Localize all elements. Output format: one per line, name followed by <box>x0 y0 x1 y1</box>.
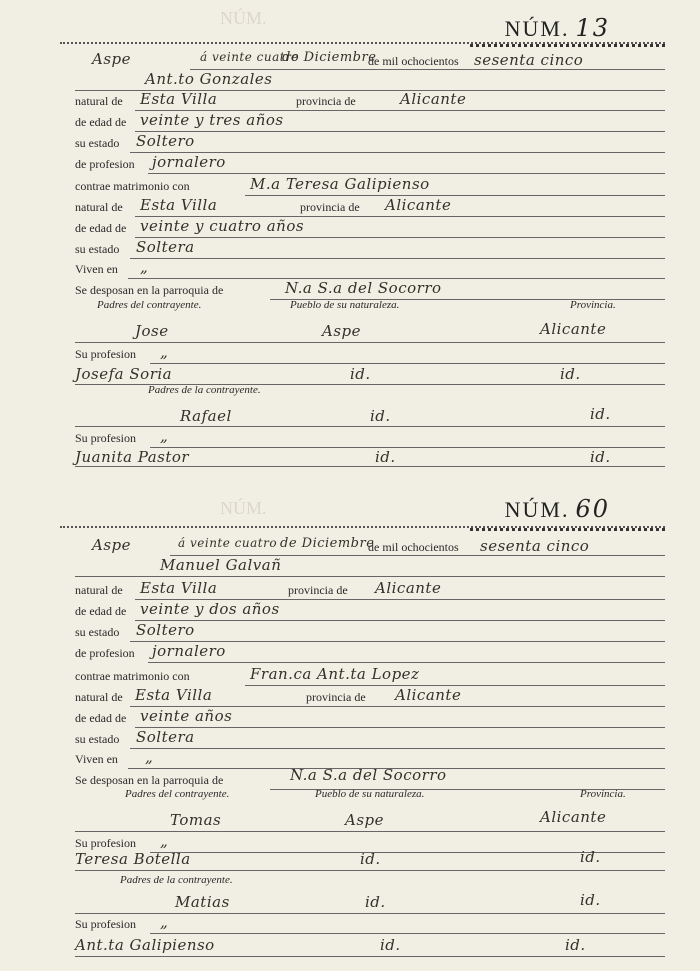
rule <box>135 620 665 621</box>
separator-rule-dark <box>470 44 665 47</box>
father-pueblo: Aspe <box>345 811 385 829</box>
label-estado: su estado <box>75 242 120 256</box>
separator-rule-dark <box>470 528 665 531</box>
day: á veinte cuatro <box>200 50 300 64</box>
bleed-through-num-top: NÚM. <box>220 8 267 28</box>
year: sesenta cinco <box>474 51 584 69</box>
mother-pueblo: id. <box>360 850 381 868</box>
bride-mother-provincia: id. <box>565 936 586 954</box>
groom-provincia: Alicante <box>375 579 442 597</box>
groom-estado: Soltero <box>136 621 195 639</box>
rule <box>135 237 665 238</box>
rule <box>75 576 665 577</box>
bride-provincia: Alicante <box>385 196 452 214</box>
bride-father-provincia: id. <box>580 891 601 909</box>
groom-name: Manuel Galvañ <box>160 556 282 574</box>
label-estado: su estado <box>75 732 120 746</box>
groom-profesion: jornalero <box>152 642 226 660</box>
month: de Diciembre <box>282 50 377 65</box>
rule <box>135 727 665 728</box>
label-provincia-de: provincia de <box>296 94 356 108</box>
bride-father-name: Matias <box>175 893 230 911</box>
bride-edad: veinte años <box>140 707 233 725</box>
label-provincia-de: provincia de <box>300 200 360 214</box>
bride-father-profesion: „ <box>160 913 169 931</box>
groom-edad: veinte y tres años <box>140 111 284 129</box>
mother-provincia: id. <box>580 848 601 866</box>
bride-father-provincia: id. <box>590 405 611 423</box>
groom-natural: Esta Villa <box>140 579 218 597</box>
record-number <box>505 14 610 42</box>
label-contrae: contrae matrimonio con <box>75 669 190 683</box>
groom-profesion: jornalero <box>152 153 226 171</box>
label-su-profesion: Su profesion <box>75 431 136 445</box>
mother-pueblo: id. <box>350 365 371 383</box>
label-mil: de mil ochocientos <box>368 540 459 554</box>
label-natural-de: natural de <box>75 690 123 704</box>
label-viven: Viven en <box>75 752 118 766</box>
label-edad: de edad de <box>75 711 127 725</box>
year: sesenta cinco <box>480 537 590 555</box>
label-su-profesion: Su profesion <box>75 347 136 361</box>
place: Aspe <box>92 50 132 68</box>
bride-mother-pueblo: id. <box>380 936 401 954</box>
bride-name: Fran.ca Ant.ta Lopez <box>250 665 420 683</box>
groom-name: Ant.to Gonzales <box>145 70 273 88</box>
bleed-through-num-bottom: NÚM. <box>220 498 267 518</box>
record-number-label: NÚM. <box>504 497 570 522</box>
parroquia: N.a S.a del Socorro <box>290 766 447 784</box>
label-edad: de edad de <box>75 221 127 235</box>
place: Aspe <box>92 536 132 554</box>
bride-father-name: Rafael <box>180 407 232 425</box>
label-estado: su estado <box>75 136 120 150</box>
rule <box>75 956 665 957</box>
rule <box>148 173 665 174</box>
label-viven: Viven en <box>75 262 118 276</box>
label-su-profesion: Su profesion <box>75 836 136 850</box>
bride-edad: veinte y cuatro años <box>140 217 305 235</box>
bride-name: M.a Teresa Galipienso <box>250 175 430 193</box>
header-provincia: Provincia. <box>580 788 626 800</box>
header-padres-contrayente-f: Padres de la contrayente. <box>148 384 261 396</box>
father-profesion: „ <box>160 832 169 850</box>
bride-father-pueblo: id. <box>365 893 386 911</box>
label-su-profesion: Su profesion <box>75 917 136 931</box>
father-provincia: Alicante <box>540 320 607 338</box>
header-pueblo: Pueblo de su naturaleza. <box>315 788 425 800</box>
label-natural-de: natural de <box>75 583 123 597</box>
mother-provincia: id. <box>560 365 581 383</box>
father-name: Jose <box>135 322 169 340</box>
viven-value: „ <box>145 748 154 766</box>
label-provincia-de: provincia de <box>306 690 366 704</box>
bride-estado: Soltera <box>136 238 195 256</box>
bride-provincia: Alicante <box>395 686 462 704</box>
header-pueblo: Pueblo de su naturaleza. <box>290 299 400 311</box>
record-number-label: NÚM. <box>504 16 570 41</box>
header-padres-contrayente: Padres del contrayente. <box>125 788 230 800</box>
father-pueblo: Aspe <box>322 322 362 340</box>
label-mil: de mil ochocientos <box>368 54 459 68</box>
label-profesion: de profesion <box>75 646 135 660</box>
rule <box>150 447 665 448</box>
mother-name: Teresa Botella <box>75 850 191 868</box>
viven-value: „ <box>140 258 149 276</box>
groom-provincia: Alicante <box>400 90 467 108</box>
father-provincia: Alicante <box>540 808 607 826</box>
month: de Diciembre <box>280 536 375 551</box>
father-name: Tomas <box>170 811 222 829</box>
bride-father-profesion: „ <box>160 427 169 445</box>
label-natural-de: natural de <box>75 94 123 108</box>
header-padres-contrayente: Padres del contrayente. <box>97 299 202 311</box>
father-profesion: „ <box>160 343 169 361</box>
rule <box>150 933 665 934</box>
label-se-desposan: Se desposan en la parroquia de <box>75 773 224 787</box>
bride-mother-name: Juanita Pastor <box>75 448 190 466</box>
bride-mother-pueblo: id. <box>375 448 396 466</box>
header-provincia: Provincia. <box>570 299 616 311</box>
rule <box>150 363 665 364</box>
groom-natural: Esta Villa <box>140 90 218 108</box>
bride-natural: Esta Villa <box>135 686 213 704</box>
mother-name: Josefa Soria <box>75 365 173 383</box>
bride-natural: Esta Villa <box>140 196 218 214</box>
header-padres-contrayente-f: Padres de la contrayente. <box>120 874 233 886</box>
record-number-value: 60 <box>575 495 610 523</box>
label-natural-de: natural de <box>75 200 123 214</box>
rule <box>75 466 665 467</box>
day: á veinte cuatro <box>178 536 278 550</box>
bride-father-pueblo: id. <box>370 407 391 425</box>
bride-estado: Soltera <box>136 728 195 746</box>
rule <box>245 195 665 196</box>
record-number-value: 13 <box>575 14 610 42</box>
rule <box>130 258 665 259</box>
bride-mother-name: Ant.ta Galipienso <box>75 936 215 954</box>
label-provincia-de: provincia de <box>288 583 348 597</box>
groom-estado: Soltero <box>136 132 195 150</box>
label-edad: de edad de <box>75 604 127 618</box>
rule <box>148 662 665 663</box>
bride-mother-provincia: id. <box>590 448 611 466</box>
label-contrae: contrae matrimonio con <box>75 179 190 193</box>
rule <box>75 870 665 871</box>
parroquia: N.a S.a del Socorro <box>285 279 442 297</box>
rule <box>135 131 665 132</box>
label-edad: de edad de <box>75 115 127 129</box>
label-se-desposan: Se desposan en la parroquia de <box>75 283 224 297</box>
record-number <box>505 495 610 523</box>
label-estado: su estado <box>75 625 120 639</box>
rule <box>130 748 665 749</box>
label-profesion: de profesion <box>75 157 135 171</box>
groom-edad: veinte y dos años <box>140 600 280 618</box>
